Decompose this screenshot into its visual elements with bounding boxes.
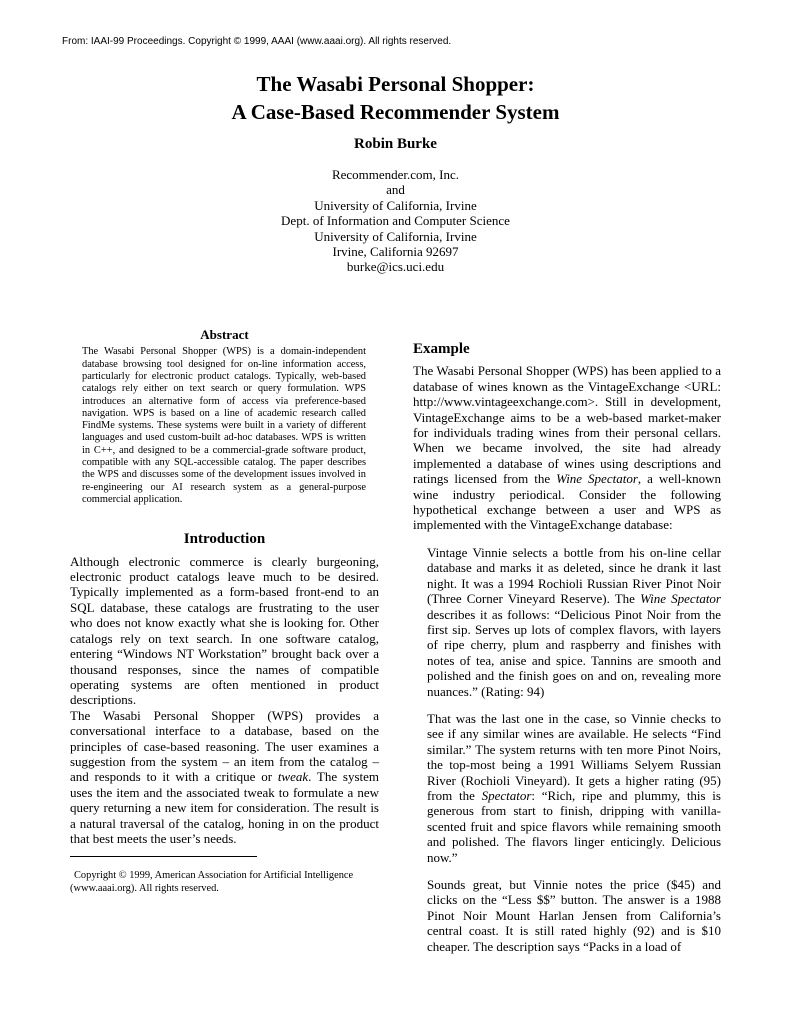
example-paragraph — [413, 363, 721, 532]
title-block — [0, 70, 791, 275]
introduction-paragraph-1: Although electronic commerce is clearly burgeoning, electronic product catalogs leave much to be desired. Typically implemented as a form-based front-end to an SQL database, these catalogs are frustrating to the user who does not know exactly what she is looking for. Other catalogs rely on text search. In one software catalog, entering “Windows NT Workstation” brought back over a thousand responses, since the names of compatible operating systems are often mentioned in product descriptions. — [70, 553, 379, 708]
italic-term: Spectator — [481, 787, 532, 803]
copyright-footnote: Copyright © 1999, American Association for Artificial Intelligence (www.aaai.org). All rights reserved. — [70, 870, 354, 895]
example-quote-2 — [427, 711, 721, 865]
italic-term: Wine Spectator — [640, 591, 721, 607]
right-column — [413, 342, 721, 954]
paragraph-text: That was the last one in the case, so Vinnie checks to see if any similar wines are available. He selects “Find similar.” The system returns with ten more Pinot Noirs, the top-most being a 1991 Williams Selyem Russian River (Rochioli Vineyard). It gets a higher rating (95) from the — [427, 710, 721, 803]
example-heading: Example — [413, 341, 470, 357]
affiliation-line: and — [386, 182, 405, 198]
italic-term: Wine Spectator — [556, 471, 638, 487]
left-column — [70, 327, 379, 895]
example-quote-3: Sounds great, but Vinnie notes the price ($45) and clicks on the “Less $$” button. The answer is a 1988 Pinot Noir Mount Harlan Jensen from California’s central coast. It is still rated highly (92) and is $10 cheaper. The description says “Packs in a load of — [427, 877, 721, 954]
paragraph-text: : “Rich, ripe and plummy, this is generous from start to finish, dripping with vanilla-scented fruit and spice flavors while remaining smooth and polished. The flavors linger enticingly. Delicious now.” — [427, 787, 721, 865]
paragraph-text: , a well-known wine industry periodical. Consider the following hypothetical exchange between a user and WPS as implemented with the VintageExchange database: — [413, 471, 721, 533]
italic-term: tweak — [277, 769, 309, 785]
introduction-paragraph-2 — [70, 708, 379, 847]
paragraph-text: Vintage Vinnie selects a bottle from his on-line cellar database and marks it as deleted, since he drank it last night. It was a 1994 Rochioli Russian River Pinot Noir (Three Corner Vineyard Reserve). The — [427, 544, 721, 607]
affiliation-line: Irvine, California 92697 — [332, 244, 459, 260]
paragraph-text: describes it as follows: “Delicious Pinot Noir from the first sip. Serves up lots of complex flavors, with layers of ripe cherry, plum and raspberry and finishes with notes of tea, anise and spice. Tannins are smooth and polished and the finish goes on and on, revealing more nuances.” (Rating: 94) — [427, 606, 721, 699]
affiliation-line: Recommender.com, Inc. — [331, 167, 460, 182]
author-name: Robin Burke — [354, 136, 437, 152]
example-quote-1 — [427, 545, 721, 699]
abstract-heading: Abstract — [200, 327, 249, 342]
paragraph-text: The Wasabi Personal Shopper (WPS) has been applied to a database of wines known as the VintageExchange <URL: http://www.vintageexchange.com>. Still in development, VintageExchange aims to be a web-based market-maker for individuals trading wines from their personal cellars. When we became involved, the site had already implemented a database of wines using descriptions and ratings licensed from the — [413, 363, 721, 487]
introduction-heading: Introduction — [183, 531, 266, 548]
footnote-divider — [70, 856, 257, 857]
paper-title-line-2: A Case-Based Recommender System — [231, 100, 560, 124]
affiliation-block — [0, 167, 791, 275]
paragraph-text: . The system uses the item and the associated tweak to formulate a new query returning a new item for consideration. The result is a natural traversal of the catalog, honing in on the product that best meets the user’s needs. — [70, 769, 379, 846]
affiliation-line: University of California, Irvine — [314, 197, 477, 213]
header-copyright-note: From: IAAI-99 Proceedings. Copyright © 1999, AAAI (www.aaai.org). All rights reserved. — [62, 36, 452, 47]
affiliation-line: University of California, Irvine — [314, 228, 477, 244]
paper-title-line-1: The Wasabi Personal Shopper: — [256, 72, 535, 96]
abstract-text: The Wasabi Personal Shopper (WPS) is a domain-independent database browsing tool designed for on-line information access, particularly for electronic product catalogs. Typically, web-based catalogs rely either on text search or query formulation. WPS introduces an alternative form of access via preference-based navigation. WPS is based on a line of academic research called FindMe systems. These systems were built in a variety of different languages and used custom-built ad-hoc databases. WPS is written in C++, and designed to be a commercial-grade software product, compatible with any SQL-accessible catalog. The paper describes the WPS and discusses some of the development issues involved in re-engineering our AI research system as a general-purpose commercial application. — [82, 346, 366, 505]
author-email: burke@ics.uci.edu — [346, 259, 445, 275]
paragraph-text: The Wasabi Personal Shopper (WPS) provides a conversational interface to a database, based on the principles of case-based reasoning. The user examines a suggestion from the system – an item from the catalog – and responds to it with a critique or — [70, 707, 379, 785]
affiliation-line: Dept. of Information and Computer Science — [281, 213, 510, 229]
